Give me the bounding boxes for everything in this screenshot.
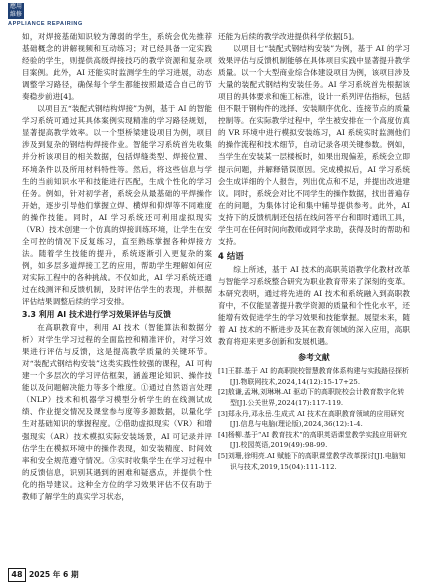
journal-brand: APPLIANCE REPAIRING <box>8 21 83 27</box>
reference-item: [5]刘珊,徐明亮.AI 赋能下的高职课堂教学改革探讨[J].电脑知识与技术,2019,15(04):111-112. <box>218 451 406 471</box>
paragraph: 以项目五“装配式钢结构焊接”为例，基于 AI 的智能学习系统可通过其具体案例实现精准的学习路径规划，显著提高教学效率。以一个型桥梁建设项目为例，项目涉及到复杂的钢结构焊接作业。智能学习系统首先收集并分析该项目的相关数据，包括焊缝类型、焊接位置、环境条件以及所用材料特性等。然后，将这些信息与学生的当前知识水平和技能进行匹配，生成个性化的学习任务。例如，针对初学者，系统会从最基础的平焊操作开始，逐步引导他们掌握立焊、横焊和仰焊等不同难度的操作技能。同时，AI 学习系统还可利用虚拟现实（VR）技术创建一个仿真的焊接训练环境，让学生在安全可控的情况下反复练习，直至熟练掌握各种焊接方法。随着学生技能的提升，系统逐渐引入更复杂的案例，如多层多道焊接工艺的应用，帮助学生理解如何应对实际工程中的各种挑战。不仅如此，AI 学习系统还通过在线测评和反馈机制，及时评估学生的表现，并根据评估结果调整后续的学习安排。 <box>22 104 212 307</box>
section-heading: 4 结语 <box>218 250 244 261</box>
references-title: 参考文献 <box>298 353 330 363</box>
paragraph: 综上所述，基于 AI 技术的高职英语教学化教材改革与智能学习系统整合研究为职业教育带来了深刻的变革。本研究表明，通过将先进的 AI 技术和系统融入到高职教育中，不仅能显著提升教学资源的质量和个性化水平，还能增有效促进学生的学习效果和技能掌握。展望未来，随着 AI 技术的不断进步及其在教育领域的深入应用，高职教育将迎来更多创新和发展机遇。 <box>218 264 410 347</box>
paragraph: 如，对焊接基础知识较为薄弱的学生，系统会优先推荐基础概念的讲解视频和互动练习；对已经具备一定实践经验的学生，则提供高级焊接技巧的教学资源和复杂项目案例。此外，AI 还能实时监测学生的学习进展，动态调整学习路径，确保每个学生都能按照最适合自己的节奏稳步前进[4]。 <box>22 32 212 102</box>
page-number: 48 <box>8 568 26 582</box>
section-heading: 3.3 利用 AI 技术进行学习效果评估与反馈 <box>22 310 171 320</box>
reference-item: [3]郑永丹,邓永岳.生成式 AI 技术在高职教育领域的应用研究[J].信息与电脑(理论版),2024,36(12):1-4. <box>218 409 405 429</box>
paragraph: 在高职教育中，利用 AI 技术（智能算法和数据分析）对学生学习过程的全面监控和精准评价，对学习效果进行评估与反馈，这是提高教学质量的关键环节。对“装配式钢结构安装”这类实践性较强的课程，AI 可构建一个多层次的学习评估框架，涵盖理论知识、操作技能以及问题解决能力等多个维度。①通过自然语言处理（NLP）技术和机器学习模型分析学生的在线测试成绩、作业提交情况及课堂参与度等多源数据，以量化学生对基础知识的掌握程度。②借助虚拟现实（VR）和增强现实（AR）技术模拟实际安装场景，AI 可记录并评估学生在模拟环境中的操作表现，如安装精度、时间效率和安全规范遵守情况。③实时收集学生在学习过程中的反馈信息，识别其遇到的困难和疑惑点，并提供个性化的指导建议。这种全方位的学习效果评估不仅有助于教师了解学生的真实学习状态， <box>22 323 212 501</box>
reference-item: [1]王群.基于 AI 的高职院校智慧教育体系构建与实践路径探析[J].物联网技术,2024,14(12):15-17+25. <box>218 367 410 386</box>
paragraph: 以项目七“装配式钢结构安装”为例，基于 AI 的学习效果评估与反馈机制能够在具体项目实践中显著提升教学质量。以一个大型商业综合体建设项目为例，该项目涉及大量的装配式钢结构安装任务。AI 学习系统首先根据该项目的具体要求和施工标准，设计一系列评估指标，包括但不限于钢构件的选择、安装顺序优化、连接节点的质量控制等。在实际教学过程中，学生被安排在一个高度仿真的 VR 环境中进行模拟安装练习，AI 系统实时监测他们的操作流程和技术细节，自动记录各项关键参数。例如，当学生在安装某一层楼板时，如果出现偏差，系统会立即提示问题，并解释错误原因。完成模拟后，AI 学习系统会生成详细的个人报告，列出优点和不足，并提出改进建议。同时，系统会对比不同学生的操作数据，找出普遍存在的问题，为集体讨论和集中辅导提供参考。此外，AI 支持下的反馈机制还包括在线问答平台和即时通讯工具，学生可在任何时间向教师或同学求助，获得及时的帮助和支持。 <box>218 44 410 246</box>
page-header <box>0 0 427 30</box>
right-column <box>218 31 410 472</box>
left-column <box>22 31 212 503</box>
reference-item: [4]杨柳.基于“AI 教育技术”的高职英语课堂教学实践应用研究[J].校园英语,2019(49):98-99. <box>218 430 407 450</box>
paragraph: 还能为后续的教学改进提供科学依据[5]。 <box>218 32 359 41</box>
reference-item: [2]敖谦,孟琳,刘琳琳.AI 驱动下的高职院校会计教育数字化转型[J].公关世界,2024(17):117-119. <box>218 388 405 407</box>
journal-logo: 應用 維修 <box>9 3 22 18</box>
issue-label: 2025 年 6 期 <box>29 570 79 579</box>
